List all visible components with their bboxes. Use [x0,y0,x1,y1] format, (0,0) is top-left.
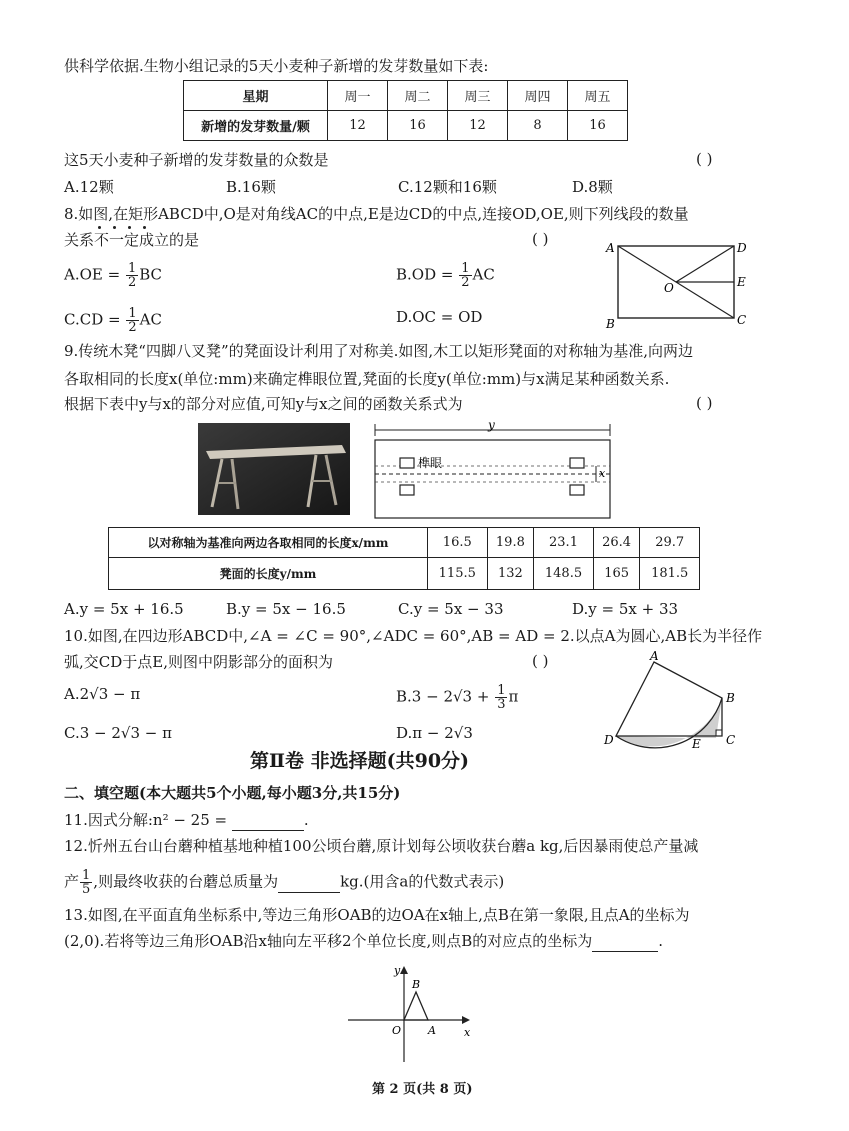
label-o: O [392,1024,402,1037]
table-header: 周二 [388,81,448,111]
q13-line1: 13.如图,在平面直角坐标系中,等边三角形OAB的边OA在x轴上,点B在第一象限,且点A的坐标为 [64,906,690,924]
bench-top-diagram [370,418,615,524]
table-cell: 26.4 [593,528,640,558]
table-header: 周四 [508,81,568,111]
section-title: 第Ⅱ卷 非选择题(共90分) [250,750,470,772]
option-text: AC [472,265,495,284]
page-footer: 第 2 页(共 8 页) [372,1082,473,1097]
answer-blank [232,810,304,831]
label-c: C [726,733,736,747]
bench-table [108,527,700,590]
mortise-hole [400,485,414,495]
q9-option-a: A.y = 5x + 16.5 [64,600,184,618]
fraction-denominator: 2 [128,320,137,335]
part2-title: 二、填空题(本大题共5个小题,每小题3分,共15分) [64,784,401,802]
table-cell: 12 [328,111,388,141]
segment-od [676,246,734,282]
label-c: C [737,313,747,327]
q7-option-b: B.16颗 [226,178,276,196]
fraction [495,684,507,711]
label-y: y [394,964,401,977]
q9-option-c: C.y = 5x − 33 [398,600,504,618]
fraction [459,262,471,289]
q10-option-c: C.3 − 2√3 − π [64,724,172,742]
q10-stem-line2: 弧,交CD于点E,则图中阴影部分的面积为 [64,653,333,671]
emphasis-dot [98,226,101,229]
mortise-hole [570,458,584,468]
fraction-numerator: 1 [461,261,470,276]
fraction-denominator: 3 [497,697,506,712]
question-text: . [658,932,664,950]
question-text: . [303,811,309,829]
option-text: C.CD = [64,310,126,329]
label-y: y [488,418,495,432]
table-row-label: 以对称轴为基准向两边各取相同的长度x/mm [109,528,428,558]
label-d: D [604,733,614,747]
option-text: BC [139,265,163,284]
fraction-numerator: 1 [497,683,506,698]
mortise-hole [400,458,414,468]
x-axis-arrow [462,1016,470,1024]
table-cell: 29.7 [640,528,700,558]
sprout-table [183,80,628,141]
q12-line2 [64,869,504,896]
q11 [64,810,309,831]
table-cell: 16 [568,111,628,141]
question-text: (2,0).若将等边三角形OAB沿x轴向左平移2个单位长度,则点B的对应点的坐标为 [64,932,593,950]
answer-blank [592,931,658,952]
bench-surface [375,440,610,518]
fraction [126,262,138,289]
fraction [126,307,138,334]
q8-rectangle-figure [598,236,748,332]
fraction-denominator: 2 [127,275,137,290]
fraction-denominator: 5 [82,882,91,897]
table-header: 星期 [184,81,328,111]
q10-answer-paren: ( ) [532,652,549,670]
table-cell: 23.1 [534,528,594,558]
q9-stem-line1: 9.传统木凳“四脚八叉凳”的凳面设计利用了对称美.如图,木工以矩形凳面的对称轴为基准,向两边 [64,342,693,360]
fraction-numerator: 1 [127,261,137,276]
q7-option-c: C.12颗和16颗 [398,178,497,196]
fraction [80,869,92,896]
emphasis-dot [128,226,131,229]
q12-line1: 12.忻州五台山台蘑种植基地种植100公顷台蘑,原计划每公顷收获台蘑a kg,后因暴雨使总产量减 [64,837,699,855]
q10-option-d: D.π − 2√3 [396,724,473,742]
label-a: A [606,241,615,255]
fraction-numerator: 1 [128,306,137,321]
question-text: ,则最终收获的台蘑总质量为 [93,872,279,891]
option-text: A.OE = [64,265,125,284]
q8-stem-line1: 8.如图,在矩形ABCD中,O是对角线AC的中点,E是边CD的中点,连接OD,OE,则下列线段的数量 [64,205,689,223]
q10-quadrilateral-figure [596,648,746,752]
intro-line: 供科学依据.生物小组记录的5天小麦种子新增的发芽数量如下表: [64,57,489,75]
option-text: B.OD = [396,265,459,284]
option-text: B.3 − 2√3 + [396,687,495,706]
question-text: 产 [64,872,80,891]
q7-answer-paren: ( ) [696,150,713,168]
q7-stem: 这5天小麦种子新增的发芽数量的众数是 [64,151,329,169]
bench-photo [198,423,350,515]
q9-option-b: B.y = 5x − 16.5 [226,600,346,618]
table-cell: 148.5 [534,558,594,590]
answer-blank [278,872,340,893]
q8-stem-line2: 关系不一定成立的是 [64,231,200,249]
label-b: B [412,978,421,991]
table-cell: 12 [448,111,508,141]
q8-option-b [396,262,495,289]
label-x: x [464,1026,471,1039]
emphasis-dot [143,226,146,229]
table-cell: 132 [487,558,534,590]
label-b: B [606,317,615,331]
fraction-numerator: 1 [82,868,91,883]
q8-option-c [64,307,162,334]
y-axis-arrow [400,966,408,974]
table-cell: 115.5 [428,558,488,590]
table-cell: 8 [508,111,568,141]
label-x: x [599,467,606,480]
q9-stem-line3: 根据下表中y与x的部分对应值,可知y与x之间的函数关系式为 [64,395,463,413]
option-text: π [508,687,519,706]
q10-option-b [396,684,518,711]
question-text: 11.因式分解:n² − 25 = [64,811,232,829]
q8-answer-paren: ( ) [532,230,549,248]
label-mortise: 榫眼 [418,456,443,470]
table-cell: 16 [388,111,448,141]
q13-coordinate-figure [344,962,474,1066]
table-cell: 181.5 [640,558,700,590]
table-row-label: 新增的发芽数量/颗 [184,111,328,141]
table-header: 周三 [448,81,508,111]
q9-stem-line2: 各取相同的长度x(单位:mm)来确定榫眼位置,凳面的长度y(单位:mm)与x满足某种函数关系. [64,370,670,388]
table-cell: 16.5 [428,528,488,558]
table-row-label: 凳面的长度y/mm [109,558,428,590]
table-header: 周五 [568,81,628,111]
label-o: O [664,281,674,295]
emphasis-dot [113,226,116,229]
label-b: B [726,691,735,705]
question-text: kg.(用含a的代数式表示) [340,872,505,891]
fraction-denominator: 2 [461,275,470,290]
q10-stem-line1: 10.如图,在四边形ABCD中,∠A = ∠C = 90°,∠ADC = 60°,AB = AD = 2.以点A为圆心,AB长为半径作 [64,627,763,645]
q8-option-a [64,262,162,289]
label-a: A [650,649,659,663]
table-header: 周一 [328,81,388,111]
q10-option-a: A.2√3 − π [64,685,141,703]
q7-option-d: D.8颗 [572,178,613,196]
mortise-hole [570,485,584,495]
q13-line2 [64,931,663,952]
label-a: A [428,1024,436,1037]
q7-option-a: A.12颗 [64,178,114,196]
label-e: E [692,737,701,751]
q8-option-d: D.OC = OD [396,308,483,326]
table-cell: 165 [593,558,640,590]
triangle-oab [404,992,428,1020]
option-text: AC [139,310,162,329]
q9-answer-paren: ( ) [696,394,713,412]
q9-option-d: D.y = 5x + 33 [572,600,679,618]
label-d: D [737,241,747,255]
table-cell: 19.8 [487,528,534,558]
label-e: E [737,275,746,289]
